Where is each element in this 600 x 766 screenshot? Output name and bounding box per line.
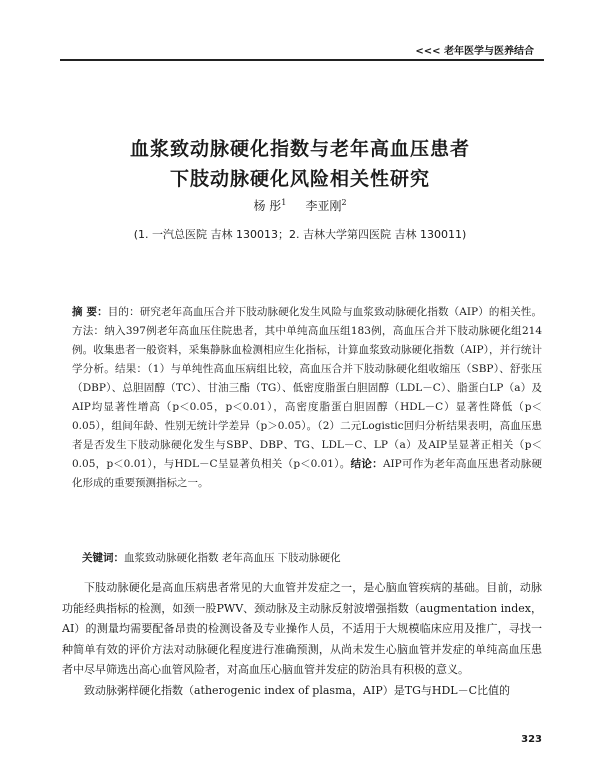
page-number: 323 — [521, 734, 542, 745]
abstract — [72, 303, 542, 493]
running-header: <<< 老年医学与医养结合 — [415, 46, 534, 57]
keywords — [82, 550, 542, 565]
body-paragraph-2: 致动脉粥样硬化指数（atherogenic index of plasma，AIP）是TG与HDL－C比值的 — [84, 683, 511, 697]
author-1-affil-mark: 1 — [281, 198, 287, 207]
conclusion-text: AIP可作为老年高血压患者动脉硬化形成的重要预测指标之一。 — [72, 458, 543, 489]
abstract-label: 摘 要： — [72, 306, 108, 318]
affiliation: (1. 一汽总医院 吉林 130013；2. 吉林大学第四医院 吉林 130011) — [133, 228, 467, 241]
body-text — [62, 578, 542, 701]
author-2-affil-mark: 2 — [341, 198, 347, 207]
header-rule — [60, 59, 544, 61]
body-paragraph-1: 下肢动脉硬化是高血压病患者常见的大血管并发症之一，是心脑血管疾病的基础。目前，动脉功能经典指标的检测，如颈一股PWV、颈动脉及主动脉反射波增强指数（augmentation index，AI）的测量均需要配备昂贵的检测设备及专业操作人员，不适用于大规模临床应用及推广，寻找一种简单有效的评价方法对动脉硬化程度进行准确预测，从尚未发生心脑血管并发症的单纯高血压患者中尽早筛选出高心血管风险者，对高血压心脑血管并发症的防治具有积极的意义。 — [62, 581, 542, 676]
keywords-text: 血浆致动脉硬化指数 老年高血压 下肢动脉硬化 — [124, 552, 341, 564]
conclusion-label: 结论： — [350, 458, 383, 470]
authors — [0, 197, 600, 214]
title-line-2: 下肢动脉硬化风险相关性研究 — [169, 168, 430, 190]
title-line-1: 血浆致动脉硬化指数与老年高血压患者 — [129, 138, 470, 160]
keywords-label: 关键词： — [82, 552, 124, 564]
author-2: 李亚刚 — [305, 199, 342, 213]
article-title — [0, 134, 600, 194]
abstract-text: 目的：研究老年高血压合并下肢动脉硬化发生风险与血浆致动脉硬化指数（AIP）的相关性。方法：纳入397例老年高血压住院患者，其中单纯高血压组183例，高血压合并下肢动脉硬化组214例。收集患者一般资料，采集静脉血检测相应生化指标，计算血浆致动脉硬化指数（AIP），并行统计学分析。结果：（1）与单纯性高血压病组比较，高血压合并下肢动脉硬化组收缩压（SBP）、舒张压（DBP）、总胆固醇（TC）、甘油三酯（TG）、低密度脂蛋白胆固醇（LDL－C）、脂蛋白LP（a）及AIP均显著性增高（p＜0.05，p＜0.01），高密度脂蛋白胆固醇（HDL－C）显著性降低（p＜0.05），组间年龄、性别无统计学差异（p＞0.05）。（2）二元Logistic回归分析结果表明，高血压患者是否发生下肢动脉硬化发生与SBP、DBP、TG、LDL－C、LP（a）及AIP呈显著正相关（p＜0.05，p＜0.01），与HDL－C呈显著负相关（p＜0.01）。 — [72, 306, 542, 470]
author-1: 杨 彤 — [253, 199, 282, 213]
